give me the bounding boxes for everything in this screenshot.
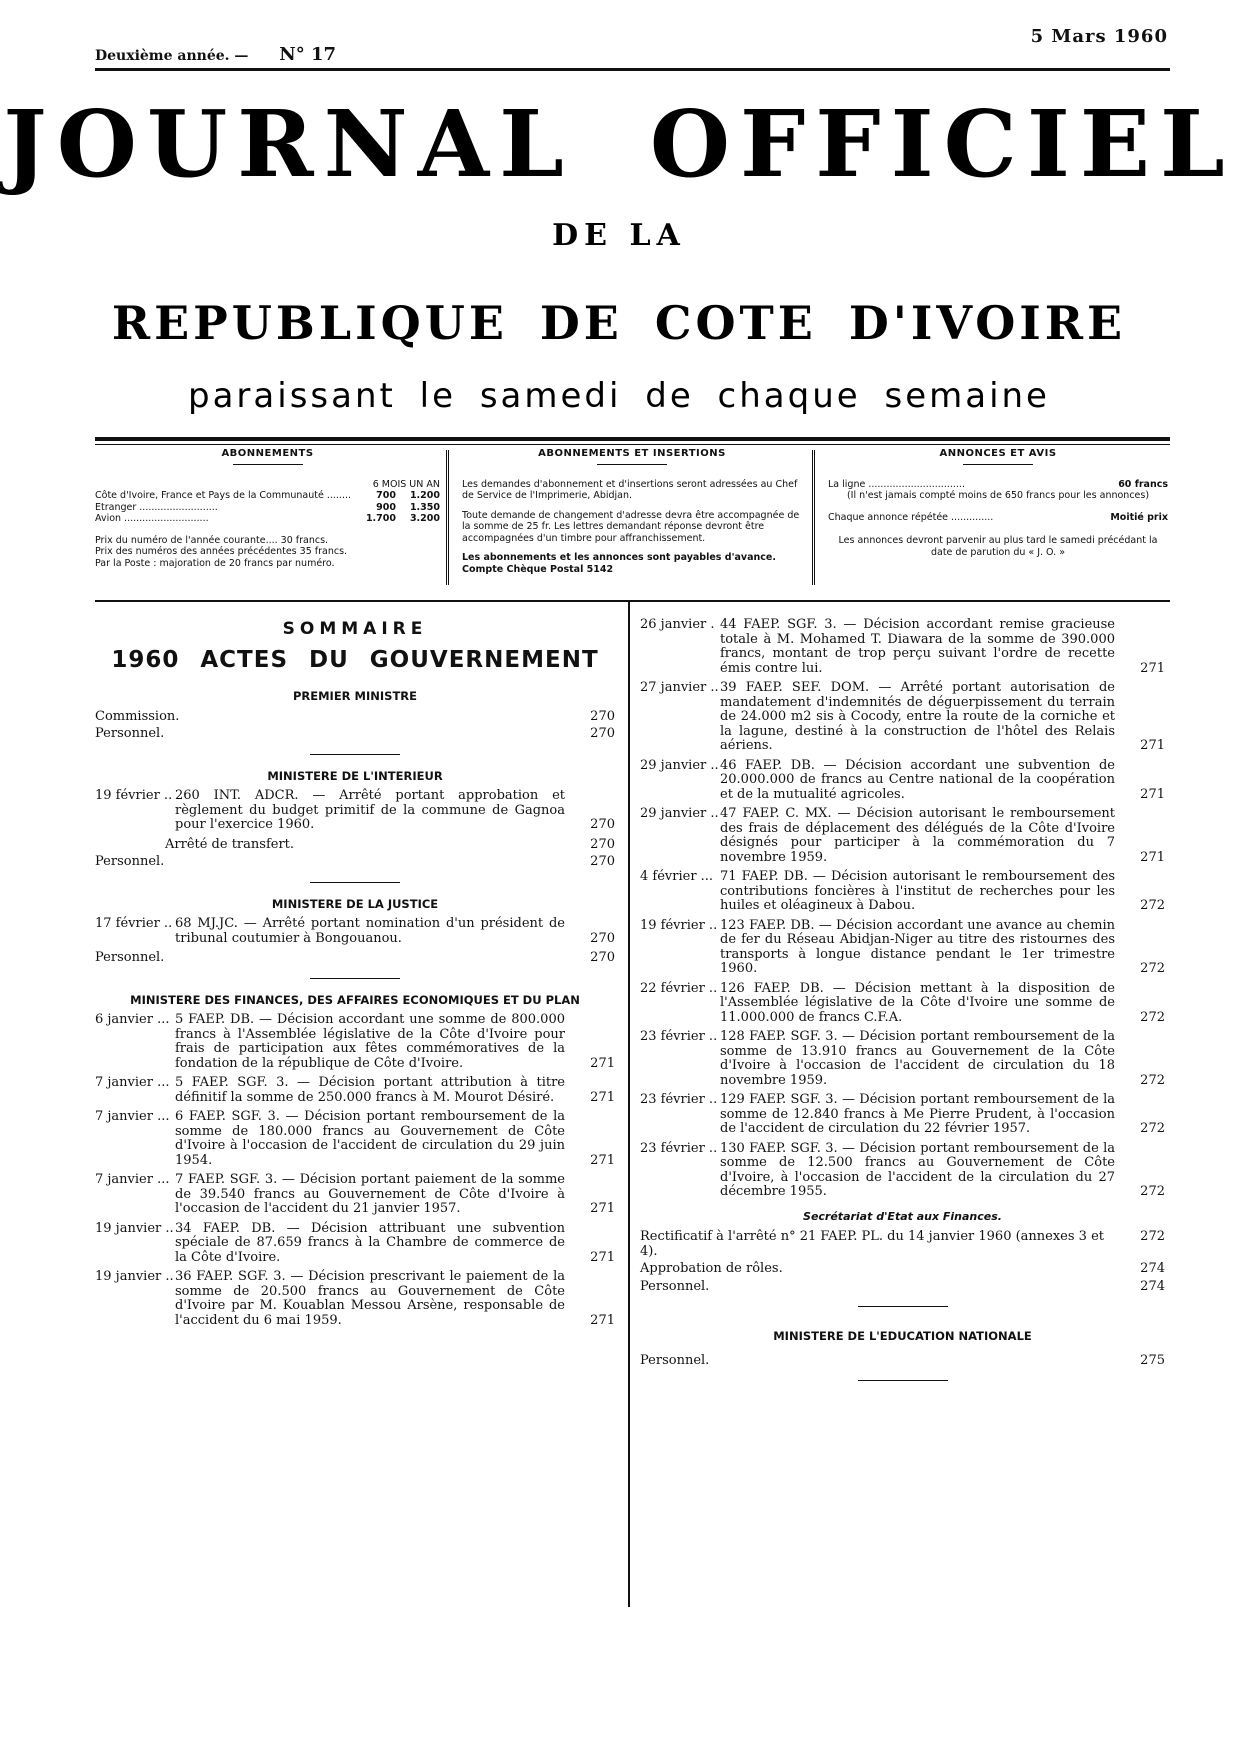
rate-row: Etranger .......................... 900 1.350	[95, 501, 440, 513]
price-line: Prix des numéros des années précédentes 35 francs.	[95, 546, 348, 557]
box-bottom-rule	[95, 600, 1170, 602]
section-rule	[310, 754, 400, 755]
rate-row: Avion ............................ 1.700 3.200	[95, 513, 440, 524]
insertions-payment: Les abonnements et les annonces sont payables d'avance. Compte Chèque Postal 5142	[462, 552, 776, 575]
list-item: 26 janvier . 44 FAEP. SGF. 3. — Décision accordant remise gracieuse totale à M. Mohamed T. Diawara de la somme de 390.000 francs, montant de trop perçu suivant l'ordre de recette émis contre lui. 271	[640, 617, 1165, 676]
list-item: 4 février ... 71 FAEP. DB. — Décision autorisant le remboursement des contributions foncières à l'institut de recherches pour les huiles et oléagineux à Dabou. 272	[640, 869, 1165, 913]
list-item: 19 janvier .. 34 FAEP. DB. — Décision attribuant une subvention spéciale de 87.659 francs à la Chambre de commerce de la Côte d'Ivoire. 271	[95, 1220, 615, 1265]
list-item: Personnel. 275	[640, 1352, 1165, 1368]
contents-right-column	[640, 618, 1165, 1381]
annonces-heading: ANNONCES ET AVIS	[828, 448, 1168, 465]
list-item: 17 février .. 68 MJ.JC. — Arrêté portant nomination d'un président de tribunal coutumier à Bongouanou. 270	[95, 916, 615, 946]
insertions-box	[462, 448, 802, 575]
top-rule	[95, 68, 1170, 71]
box-divider	[446, 450, 449, 585]
subscriptions-box	[95, 448, 440, 569]
republic-name: REPUBLIQUE DE COTE D'IVOIRE	[111, 296, 1127, 350]
insertions-change: Toute demande de changement d'adresse devra être accompagnée de la somme de 25 fr. Les lettres demandant réponse devront être accompagnées d'un timbre pour affranchissement.	[462, 509, 800, 544]
list-item: 7 janvier ... 7 FAEP. SGF. 3. — Décision portant paiement de la somme de 39.540 francs au Gouvernement de Côte d'Ivoire à l'occasion de l'accident du 21 janvier 1957. 271	[95, 1172, 615, 1216]
issue-date: 5 Mars 1960	[1030, 26, 1168, 47]
list-item: 29 janvier .. 46 FAEP. DB. — Décision accordant une subvention de 20.000.000 de francs au Centre national de la coopération et de la mutualité agricoles. 271	[640, 757, 1165, 802]
price-line: Prix du numéro de l'année courante.... 30 francs.	[95, 534, 329, 546]
section-heading: PREMIER MINISTRE	[292, 689, 418, 703]
subscriptions-heading: ABONNEMENTS	[95, 448, 440, 465]
section-heading: MINISTERE DE LA JUSTICE	[271, 896, 439, 911]
tagline: paraissant le samedi de chaque semaine	[188, 376, 1050, 416]
list-item: 22 février .. 126 FAEP. DB. — Décision mettant à la disposition de l'Assemblée législative de la Côte d'Ivoire une somme de 11.000.000 de francs C.F.A. 272	[640, 980, 1165, 1025]
list-item: 19 février .. 260 INT. ADCR. — Arrêté portant approbation et règlement du budget primitif de la commune de Gagnoa pour l'exercice 1960. 270	[95, 788, 615, 832]
list-item: Personnel. 270	[95, 854, 615, 869]
section-rule	[310, 978, 400, 979]
insertions-address: Les demandes d'abonnement et d'insertions seront adressées au Chef de Service de l'Imprimerie, Abidjan.	[462, 478, 798, 501]
box-divider	[812, 450, 815, 585]
annonces-deadline: Les annonces devront parvenir au plus tard le samedi précédant la date de parution du « J. O. »	[838, 535, 1158, 558]
list-item: 27 janvier .. 39 FAEP. SEF. DOM. — Arrêté portant autorisation de mandatement d'indemnités de déguerpissement du terrain de 24.000 m2 sis à Cocody, entre la route de la corniche et la lagune, destiné à la construction de l'hôtel des Relais aériens. 271	[640, 680, 1165, 753]
list-item: 19 janvier .. 36 FAEP. SGF. 3. — Décision prescrivant le paiement de la somme de 20.500 francs au Gouvernement de Côte d'Ivoire par M. Kouablan Messou Arsène, responsable de l'accident du 6 mai 1959. 271	[95, 1269, 615, 1328]
de-la: DE LA	[552, 218, 686, 253]
sommaire-title: SOMMAIRE	[282, 619, 428, 639]
section-heading: MINISTERE DES FINANCES, DES AFFAIRES ECONOMIQUES ET DU PLAN	[130, 992, 580, 1007]
journal-title: JOURNAL OFFICIEL	[3, 90, 1235, 198]
list-item: Approbation de rôles. 274	[640, 1261, 1165, 1276]
section-heading: MINISTERE DE L'INTERIEUR	[267, 768, 443, 783]
list-item: 23 février .. 130 FAEP. SGF. 3. — Décision portant remboursement de la somme de 12.500 francs au Gouvernement de Côte d'Ivoire, à l'occasion de l'accident de la circulation du 27 décembre 1955. 272	[640, 1140, 1165, 1199]
issue-number: N° 17	[279, 44, 337, 65]
edition-line	[95, 44, 336, 65]
masthead-rule-thin	[95, 444, 1170, 445]
section-subheading: Secrétariat d'Etat aux Finances.	[803, 1209, 1002, 1223]
edition-label: Deuxième année. —	[95, 48, 249, 64]
list-item: Commission. 270	[95, 708, 615, 724]
price-line: Par la Poste : majoration de 20 francs par numéro.	[95, 557, 335, 569]
insertions-heading: ABONNEMENTS ET INSERTIONS	[462, 448, 802, 465]
section-rule	[310, 882, 400, 883]
rate-columns: 6 MOIS UN AN	[372, 478, 440, 490]
masthead-rule	[95, 437, 1170, 441]
list-item: 23 février .. 129 FAEP. SGF. 3. — Décision portant remboursement de la somme de 12.840 francs à Me Pierre Prudent, à l'occasion de l'accident de circulation du 22 février 1957. 272	[640, 1092, 1165, 1136]
list-item: 23 février .. 128 FAEP. SGF. 3. — Décision portant remboursement de la somme de 13.910 francs au Gouvernement de la Côte d'Ivoire à l'occasion de l'accident de circulation du 18 novembre 1959. 272	[640, 1029, 1165, 1088]
rate-row: Côte d'Ivoire, France et Pays de la Communauté ........ 700 1.200	[95, 490, 440, 501]
list-item: Personnel. 270	[95, 726, 615, 741]
section-heading: MINISTERE DE L'EDUCATION NATIONALE	[773, 1329, 1032, 1343]
annonces-box: ANNONCES ET AVIS La ligne ................................ 60 francs (Il n'est jamais compté moins de 650 francs pour les annonces) Chaque annonce répétée .............. Moitié prix Les annonces devront parvenir au plus tard le samedi précédant la date de parution du « J. O. »	[828, 448, 1168, 558]
list-item: Arrêté de transfert. 270	[165, 836, 615, 852]
list-item: 6 janvier ... 5 FAEP. DB. — Décision accordant une somme de 800.000 francs à l'Assemblée législative de la Côte d'Ivoire pour frais de participation aux fêtes commémoratives de la fondation de la république de Côte d'Ivoire. 271	[95, 1012, 615, 1071]
annonces-minimum: (Il n'est jamais compté moins de 650 francs pour les annonces)	[846, 490, 1150, 501]
column-divider	[628, 602, 630, 1607]
section-rule	[858, 1306, 948, 1307]
actes-title: 1960 ACTES DU GOUVERNEMENT	[111, 646, 599, 673]
list-item: 7 janvier ... 6 FAEP. SGF. 3. — Décision portant remboursement de la somme de 180.000 francs au Gouvernement de Côte d'Ivoire à l'occasion de l'accident de circulation du 29 juin 1954. 271	[95, 1109, 615, 1168]
list-item: 19 février .. 123 FAEP. DB. — Décision accordant une avance au chemin de fer du Réseau Abidjan-Niger au titre des ristournes des transports à longue distance pendant le 1er trimestre 1960. 272	[640, 917, 1165, 976]
list-item: 7 janvier ... 5 FAEP. SGF. 3. — Décision portant attribution à titre définitif la somme de 250.000 francs à M. Mourot Désiré. 271	[95, 1075, 615, 1105]
list-item: Personnel. 270	[95, 950, 615, 965]
contents-left-column	[95, 619, 615, 1333]
list-item: 29 janvier .. 47 FAEP. C. MX. — Décision autorisant le remboursement des frais de déplacement des délégués de la Côte d'Ivoire désignés pour participer à la commémoration du 7 novembre 1959. 271	[640, 806, 1165, 865]
section-rule	[858, 1380, 948, 1381]
list-item: Rectificatif à l'arrêté n° 21 FAEP. PL. du 14 janvier 1960 (annexes 3 et 4). 272	[640, 1229, 1165, 1259]
list-item: Personnel. 274	[640, 1278, 1165, 1294]
